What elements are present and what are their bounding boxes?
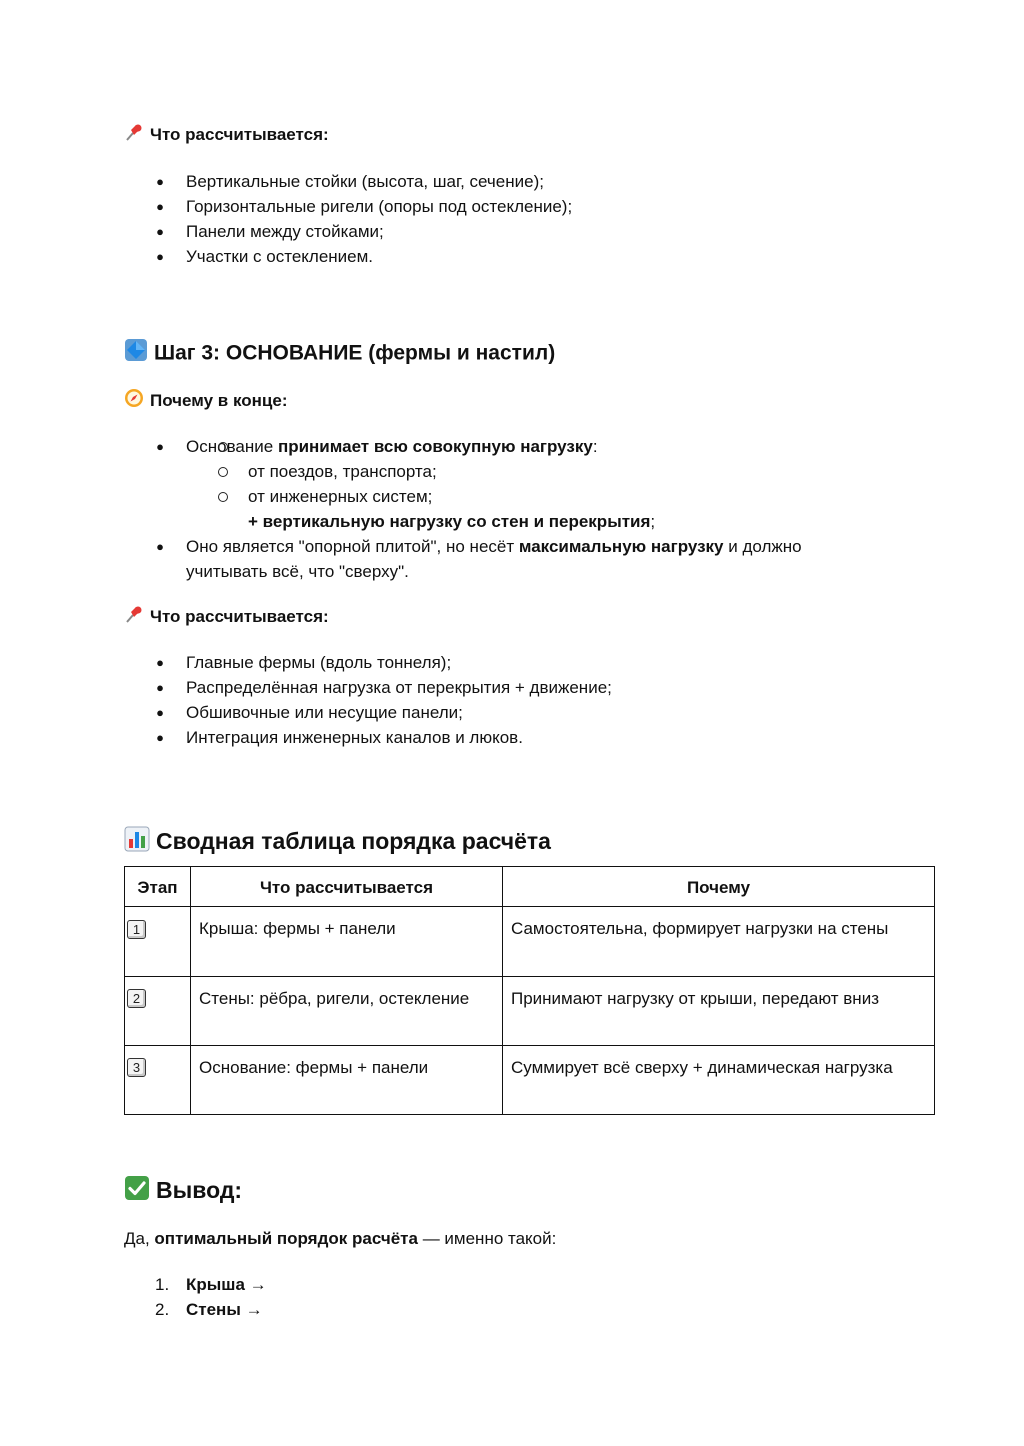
list-item: Главные фермы (вдоль тоннеля); bbox=[186, 653, 452, 672]
list-item: Распределённая нагрузка от перекрытия + движение; bbox=[186, 678, 612, 697]
sub-list-item: от инженерных систем; bbox=[248, 487, 433, 506]
list-item: Стены → bbox=[186, 1300, 263, 1319]
bullet-icon: ● bbox=[156, 174, 164, 189]
step3-heading bbox=[124, 338, 555, 370]
table-cell-why: Суммирует всё сверху + динамическая нагрузка bbox=[503, 1046, 935, 1115]
list-item: Участки с остеклением. bbox=[186, 247, 374, 266]
table-row bbox=[125, 1046, 935, 1115]
table-cell-what: Основание: фермы + панели bbox=[191, 1046, 503, 1115]
bar-chart-icon bbox=[124, 826, 150, 859]
table-cell-stage bbox=[125, 977, 191, 1046]
bullet-icon: ● bbox=[156, 680, 164, 695]
circle-bullet-icon bbox=[218, 467, 228, 477]
circle-bullet-icon bbox=[218, 442, 228, 452]
table-cell-stage bbox=[125, 907, 191, 977]
table-cell-why: Самостоятельна, формирует нагрузки на стены bbox=[503, 907, 935, 977]
bullet-icon: ● bbox=[156, 730, 164, 745]
why-heading bbox=[124, 388, 288, 415]
conclusion-heading bbox=[124, 1175, 242, 1208]
list-item: Горизонтальные ригели (опоры под остекление); bbox=[186, 197, 573, 216]
list-item: Оно является "опорной плитой", но несёт максимальную нагрузку и должно bbox=[186, 537, 802, 556]
bullet-icon: ● bbox=[156, 705, 164, 720]
sub-list-item: + вертикальную нагрузку со стен и перекрытия; bbox=[248, 512, 656, 531]
sub-list-item: от поездов, транспорта; bbox=[248, 462, 437, 481]
table-cell-what: Стены: рёбра, ригели, остекление bbox=[191, 977, 503, 1046]
list-number: 2. bbox=[155, 1300, 170, 1319]
bullet-icon: ● bbox=[156, 249, 164, 264]
calc-heading-1 bbox=[124, 122, 329, 149]
table-cell-why: Принимают нагрузку от крыши, передают вниз bbox=[503, 977, 935, 1046]
bullet-icon: ● bbox=[156, 224, 164, 239]
pushpin-icon bbox=[124, 604, 144, 631]
table-cell-stage bbox=[125, 1046, 191, 1115]
keycap-digit-icon: 1 bbox=[127, 920, 146, 939]
check-mark-icon bbox=[124, 1175, 150, 1208]
compass-icon bbox=[124, 388, 144, 415]
summary-heading bbox=[124, 826, 551, 859]
list-item: Интеграция инженерных каналов и люков. bbox=[186, 728, 523, 747]
list-item-continuation: учитывать всё, что "сверху". bbox=[186, 562, 409, 581]
conclusion-intro: Да, оптимальный порядок расчёта — именно такой: bbox=[124, 1229, 557, 1248]
keycap-digit-icon: 2 bbox=[127, 989, 146, 1008]
bullet-icon: ● bbox=[156, 539, 164, 554]
list-item: Крыша → bbox=[186, 1275, 267, 1294]
table-row bbox=[125, 907, 935, 977]
table-row bbox=[125, 977, 935, 1046]
list-item: Обшивочные или несущие панели; bbox=[186, 703, 463, 722]
list-item: Вертикальные стойки (высота, шаг, сечение); bbox=[186, 172, 544, 191]
conclusion-heading-text: Вывод: bbox=[156, 1177, 243, 1203]
column-header-why: Почему bbox=[503, 867, 935, 907]
circle-bullet-icon bbox=[218, 492, 228, 502]
table-header-row bbox=[125, 867, 935, 907]
column-header-what: Что рассчитывается bbox=[191, 867, 503, 907]
summary-heading-text: Сводная таблица порядка расчёта bbox=[156, 828, 551, 854]
column-header-stage: Этап bbox=[125, 867, 191, 907]
why-heading-text: Почему в конце: bbox=[150, 391, 288, 410]
bullet-icon: ● bbox=[156, 199, 164, 214]
calc-heading-2 bbox=[124, 604, 329, 631]
list-item: Основание принимает всю совокупную нагрузку: bbox=[186, 437, 598, 456]
bullet-icon: ● bbox=[156, 439, 164, 454]
step3-heading-text: Шаг 3: ОСНОВАНИЕ (фермы и настил) bbox=[154, 341, 556, 365]
calc-heading-text: Что рассчитывается: bbox=[150, 125, 329, 144]
list-item: Панели между стойками; bbox=[186, 222, 384, 241]
blue-diamond-icon bbox=[124, 338, 148, 370]
list-number: 1. bbox=[155, 1275, 170, 1294]
summary-table bbox=[124, 866, 935, 1115]
keycap-digit-icon: 3 bbox=[127, 1058, 146, 1077]
table-cell-what: Крыша: фермы + панели bbox=[191, 907, 503, 977]
calc-heading-text: Что рассчитывается: bbox=[150, 607, 329, 626]
pushpin-icon bbox=[124, 122, 144, 149]
bullet-icon: ● bbox=[156, 655, 164, 670]
